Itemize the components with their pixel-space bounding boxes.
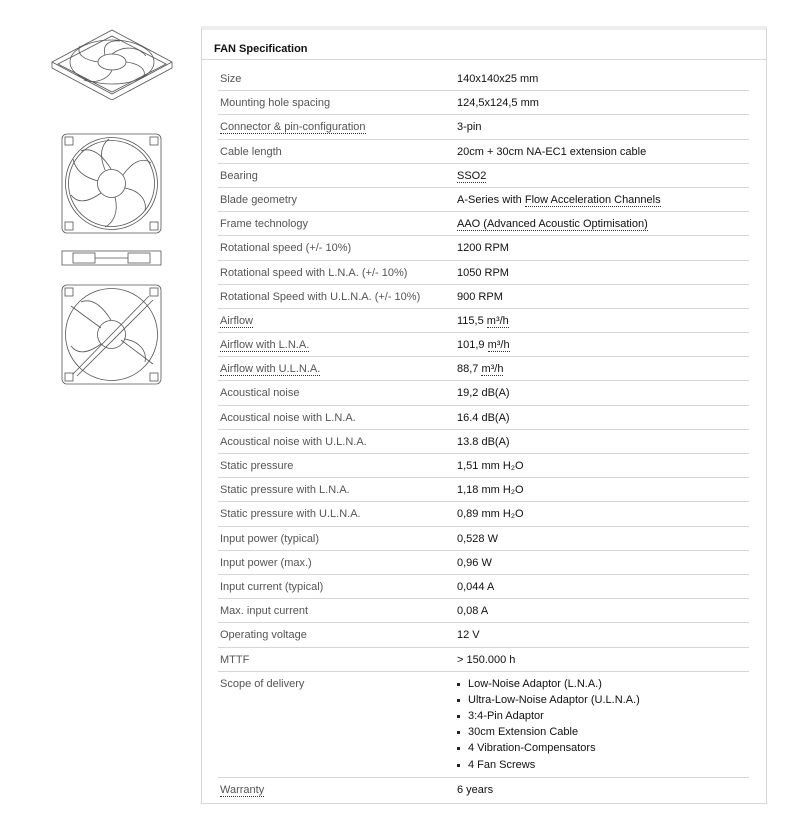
spec-row-scope-of-delivery	[218, 672, 749, 778]
spec-row	[218, 599, 749, 623]
spec-row	[218, 236, 749, 260]
fan-front-thumbnail[interactable]	[61, 133, 162, 234]
spec-row	[218, 140, 749, 164]
spec-value: 20cm + 30cm NA-EC1 extension cable	[457, 145, 647, 158]
spec-label: Static pressure with U.L.N.A.	[220, 508, 361, 521]
spec-value: 1050 RPM	[457, 266, 509, 279]
spec-value: 0,96 W	[457, 556, 492, 569]
spec-row	[218, 212, 749, 236]
spec-label: Cable length	[220, 145, 282, 158]
spec-label: Rotational Speed with U.L.N.A. (+/- 10%)	[220, 290, 421, 303]
spec-label: Blade geometry	[220, 193, 298, 206]
spec-row	[218, 623, 749, 647]
spec-value-link[interactable]: m³/h	[481, 363, 504, 376]
spec-value: 140x140x25 mm	[457, 73, 539, 85]
spec-row	[218, 188, 749, 212]
fan-back-thumbnail[interactable]	[61, 284, 162, 385]
spec-value[interactable]: AAO (Advanced Acoustic Optimisation)	[457, 218, 648, 231]
spec-value: 900 RPM	[457, 290, 503, 303]
delivery-item: 30cm Extension Cable	[457, 725, 640, 741]
spec-value: 12 V	[457, 629, 480, 642]
spec-table	[218, 67, 749, 802]
spec-row-warranty	[218, 778, 749, 802]
spec-row	[218, 381, 749, 405]
spec-value[interactable]: SSO2	[457, 169, 487, 182]
spec-label: Max. input current	[220, 605, 309, 618]
spec-row	[218, 527, 749, 551]
spec-row	[218, 309, 749, 333]
spec-value-text: 101,9	[457, 339, 488, 352]
fan-side-thumbnail[interactable]	[61, 249, 162, 267]
spec-row	[218, 648, 749, 672]
spec-value: 0,528 W	[457, 532, 498, 545]
spec-row	[218, 261, 749, 285]
warranty-label[interactable]: Warranty	[220, 783, 265, 796]
spec-row	[218, 478, 749, 502]
spec-row	[218, 357, 749, 381]
spec-label[interactable]: Airflow	[220, 314, 254, 327]
spec-value	[457, 315, 509, 327]
spec-row	[218, 91, 749, 115]
delivery-item: 4 Vibration-Compensators	[457, 741, 640, 757]
spec-row	[218, 115, 749, 139]
spec-value: 1200 RPM	[457, 242, 509, 255]
spec-row	[218, 575, 749, 599]
spec-value: 0,89 mm H₂O	[457, 508, 524, 521]
spec-label: Acoustical noise with U.L.N.A.	[220, 435, 367, 448]
spec-label: Scope of delivery	[220, 677, 305, 690]
spec-label[interactable]: Airflow with U.L.N.A.	[220, 363, 321, 376]
spec-row	[218, 67, 749, 91]
spec-label[interactable]: Connector & pin-configuration	[220, 121, 366, 134]
delivery-item: Ultra-Low-Noise Adaptor (U.L.N.A.)	[457, 693, 640, 709]
spec-value: 124,5x124,5 mm	[457, 97, 539, 110]
fan-isometric-thumbnail[interactable]	[50, 28, 175, 100]
spec-label: MTTF	[220, 653, 250, 666]
warranty-value: 6 years	[457, 783, 494, 796]
delivery-item: 4 Fan Screws	[457, 758, 640, 774]
spec-value-link[interactable]: m³/h	[486, 314, 509, 327]
spec-label: Bearing	[220, 169, 258, 182]
spec-label: Input power (typical)	[220, 532, 320, 545]
spec-label: Rotational speed (+/- 10%)	[220, 242, 352, 255]
spec-value: 3-pin	[457, 121, 482, 134]
spec-value-text: 88,7	[457, 363, 482, 376]
spec-value: 19,2 dB(A)	[457, 387, 510, 400]
panel-title: FAN Specification	[214, 43, 308, 55]
spec-label: Frame technology	[220, 218, 309, 231]
spec-value	[457, 194, 661, 206]
spec-label: Static pressure with L.N.A.	[220, 484, 350, 497]
spec-value: 1,51 mm H₂O	[457, 460, 524, 472]
spec-label: Acoustical noise with L.N.A.	[220, 411, 356, 424]
spec-value: 16.4 dB(A)	[457, 411, 510, 424]
spec-value: 13.8 dB(A)	[457, 435, 510, 448]
spec-row	[218, 430, 749, 454]
spec-label: Operating voltage	[220, 629, 307, 642]
spec-label: Mounting hole spacing	[220, 97, 331, 110]
spec-value: 0,044 A	[457, 580, 495, 593]
spec-row	[218, 551, 749, 575]
spec-row	[218, 502, 749, 526]
spec-value: 0,08 A	[457, 605, 489, 618]
spec-value	[457, 339, 510, 351]
spec-value-text: 115,5	[457, 314, 487, 327]
delivery-item: Low-Noise Adaptor (L.N.A.)	[457, 677, 640, 693]
spec-label: Input current (typical)	[220, 580, 324, 593]
spec-row	[218, 454, 749, 478]
spec-value-link[interactable]: m³/h	[487, 339, 510, 352]
spec-row	[218, 285, 749, 309]
spec-label: Size	[220, 73, 242, 85]
panel-header	[202, 30, 766, 60]
spec-row	[218, 164, 749, 188]
delivery-list	[457, 677, 640, 774]
spec-label: Rotational speed with L.N.A. (+/- 10%)	[220, 266, 408, 279]
spec-label: Static pressure	[220, 460, 294, 472]
spec-label[interactable]: Airflow with L.N.A.	[220, 339, 310, 352]
spec-label: Acoustical noise	[220, 387, 300, 400]
spec-label: Input power (max.)	[220, 556, 312, 569]
spec-value: > 150.000 h	[457, 653, 516, 666]
spec-value-text: A-Series with	[457, 193, 525, 206]
spec-row	[218, 406, 749, 430]
delivery-item: 3:4-Pin Adaptor	[457, 709, 640, 725]
fan-specification-panel	[201, 26, 767, 804]
spec-value: 1,18 mm H₂O	[457, 484, 524, 497]
spec-value	[457, 363, 503, 375]
spec-row	[218, 333, 749, 357]
spec-value-link[interactable]: Flow Acceleration Channels	[524, 193, 661, 206]
